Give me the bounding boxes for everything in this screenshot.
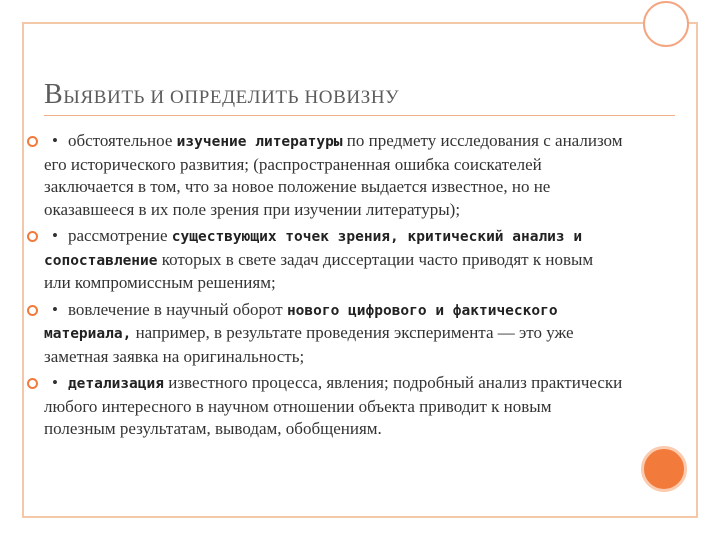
list-item bbox=[44, 225, 624, 295]
list-item bbox=[44, 130, 624, 221]
circle-bullet-icon bbox=[27, 378, 38, 389]
item-text: обстоятельное bbox=[67, 131, 177, 150]
list-item bbox=[44, 372, 624, 441]
bullet-dot: • bbox=[52, 226, 58, 245]
item-text: известного процесса, явления; подробный анализ практически любого интересного в научном отношении объекта приводит к новым полезным результатам, выводам, обобщениям. bbox=[44, 373, 623, 438]
decorative-circle-top bbox=[643, 1, 689, 47]
circle-bullet-icon bbox=[27, 231, 38, 242]
bullet-dot: • bbox=[52, 373, 58, 392]
circle-bullet-icon bbox=[27, 136, 38, 147]
item-emphasis: нового цифрового и фактического материала, bbox=[44, 302, 558, 342]
item-text: рассмотрение bbox=[67, 226, 172, 245]
title-initial: В bbox=[44, 79, 64, 110]
item-emphasis: изучение литературы bbox=[176, 134, 343, 150]
bullet-dot: • bbox=[52, 299, 58, 319]
title-divider bbox=[44, 115, 675, 116]
decorative-circle-bottom bbox=[641, 446, 687, 492]
circle-bullet-icon bbox=[27, 305, 38, 316]
title-rest: ЫЯВИТЬ И ОПРЕДЕЛИТЬ НОВИЗНУ bbox=[63, 87, 400, 108]
bullet-list bbox=[44, 130, 624, 445]
item-text: например, в результате проведения эксперимента — это уже заметная заявка на оригинальность; bbox=[44, 323, 574, 366]
item-text: вовлечение в научный оборот bbox=[67, 299, 287, 319]
list-item bbox=[44, 299, 624, 369]
slide-title bbox=[44, 79, 399, 111]
item-text: по предмету исследования с анализом его исторического развития; (распространенная ошибка соискателей заключается в том, что за новое положение выдается известное, но не оказавшееся в их поле зрения при изучении литературы); bbox=[44, 131, 623, 219]
item-emphasis: детализация bbox=[67, 376, 164, 392]
item-text: которых в свете задач диссертации часто приводят к новым или компромиссным решениям; bbox=[44, 249, 594, 292]
bullet-dot: • bbox=[52, 131, 58, 150]
item-emphasis: существующих точек зрения, критический анализ и сопоставление bbox=[44, 229, 583, 269]
